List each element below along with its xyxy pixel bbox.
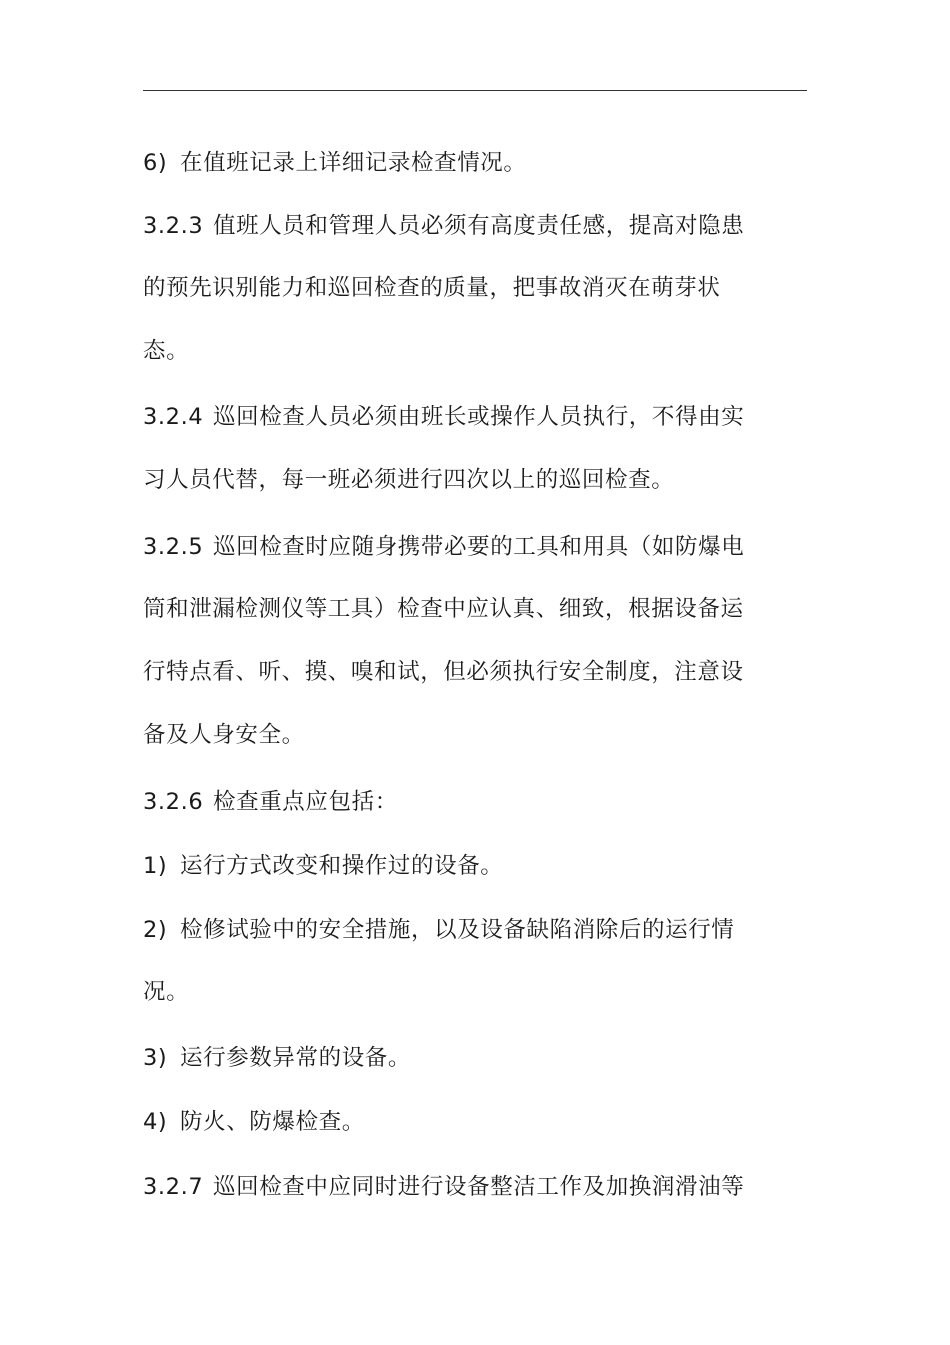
- paragraph-text: 况。: [143, 979, 190, 1005]
- section-number: 3.2.6: [143, 789, 204, 815]
- section-number: 3.2.7: [143, 1174, 204, 1200]
- paragraph-line: [143, 336, 189, 366]
- section-number: 3.2.3: [143, 213, 204, 239]
- item-number: 2): [143, 917, 168, 943]
- item-text: 运行参数异常的设备。: [180, 1045, 412, 1071]
- paragraph-text: 巡回检查人员必须由班长或操作人员执行，不得由实: [213, 404, 745, 430]
- item-number: 6): [143, 150, 168, 176]
- header-rule: [143, 90, 807, 91]
- item-number: 4): [143, 1109, 168, 1135]
- item-number: 3): [143, 1045, 168, 1071]
- paragraph-text: 备及人身安全。: [143, 722, 305, 748]
- list-item: [143, 1107, 365, 1137]
- paragraph-line: [143, 273, 721, 303]
- item-text: 防火、防爆检查。: [180, 1109, 365, 1135]
- paragraph-text: 巡回检查时应随身携带必要的工具和用具（如防爆电: [213, 534, 745, 560]
- list-item: [143, 1043, 411, 1073]
- section-number: 3.2.4: [143, 404, 204, 430]
- paragraph-text: 巡回检查中应同时进行设备整洁工作及加换润滑油等: [213, 1174, 745, 1200]
- list-item: [143, 915, 734, 945]
- item-text: 在值班记录上详细记录检查情况。: [180, 150, 527, 176]
- list-item: [143, 148, 527, 178]
- paragraph-text: 行特点看、听、摸、嗅和试，但必须执行安全制度，注意设: [143, 659, 744, 685]
- section-number: 3.2.5: [143, 534, 204, 560]
- paragraph-line: [143, 465, 674, 495]
- paragraph-line: [143, 594, 744, 624]
- section-line: [143, 211, 744, 241]
- section-line: [143, 532, 744, 562]
- paragraph-text: 值班人员和管理人员必须有高度责任感，提高对隐患: [213, 213, 745, 239]
- section-line: [143, 787, 398, 817]
- item-text: 运行方式改变和操作过的设备。: [180, 853, 504, 879]
- paragraph-line: [143, 657, 744, 687]
- paragraph-text: 的预先识别能力和巡回检查的质量，把事故消灭在萌芽状: [143, 275, 721, 301]
- paragraph-line: [143, 977, 189, 1007]
- paragraph-text: 检查重点应包括：: [213, 789, 398, 815]
- section-line: [143, 402, 744, 432]
- paragraph-text: 态。: [143, 338, 190, 364]
- item-number: 1): [143, 853, 168, 879]
- section-line: [143, 1172, 744, 1202]
- item-text: 检修试验中的安全措施，以及设备缺陷消除后的运行情: [180, 917, 735, 943]
- paragraph-text: 习人员代替，每一班必须进行四次以上的巡回检查。: [143, 467, 675, 493]
- paragraph-text: 筒和泄漏检测仪等工具）检查中应认真、细致，根据设备运: [143, 596, 744, 622]
- paragraph-line: [143, 720, 305, 750]
- list-item: [143, 851, 503, 881]
